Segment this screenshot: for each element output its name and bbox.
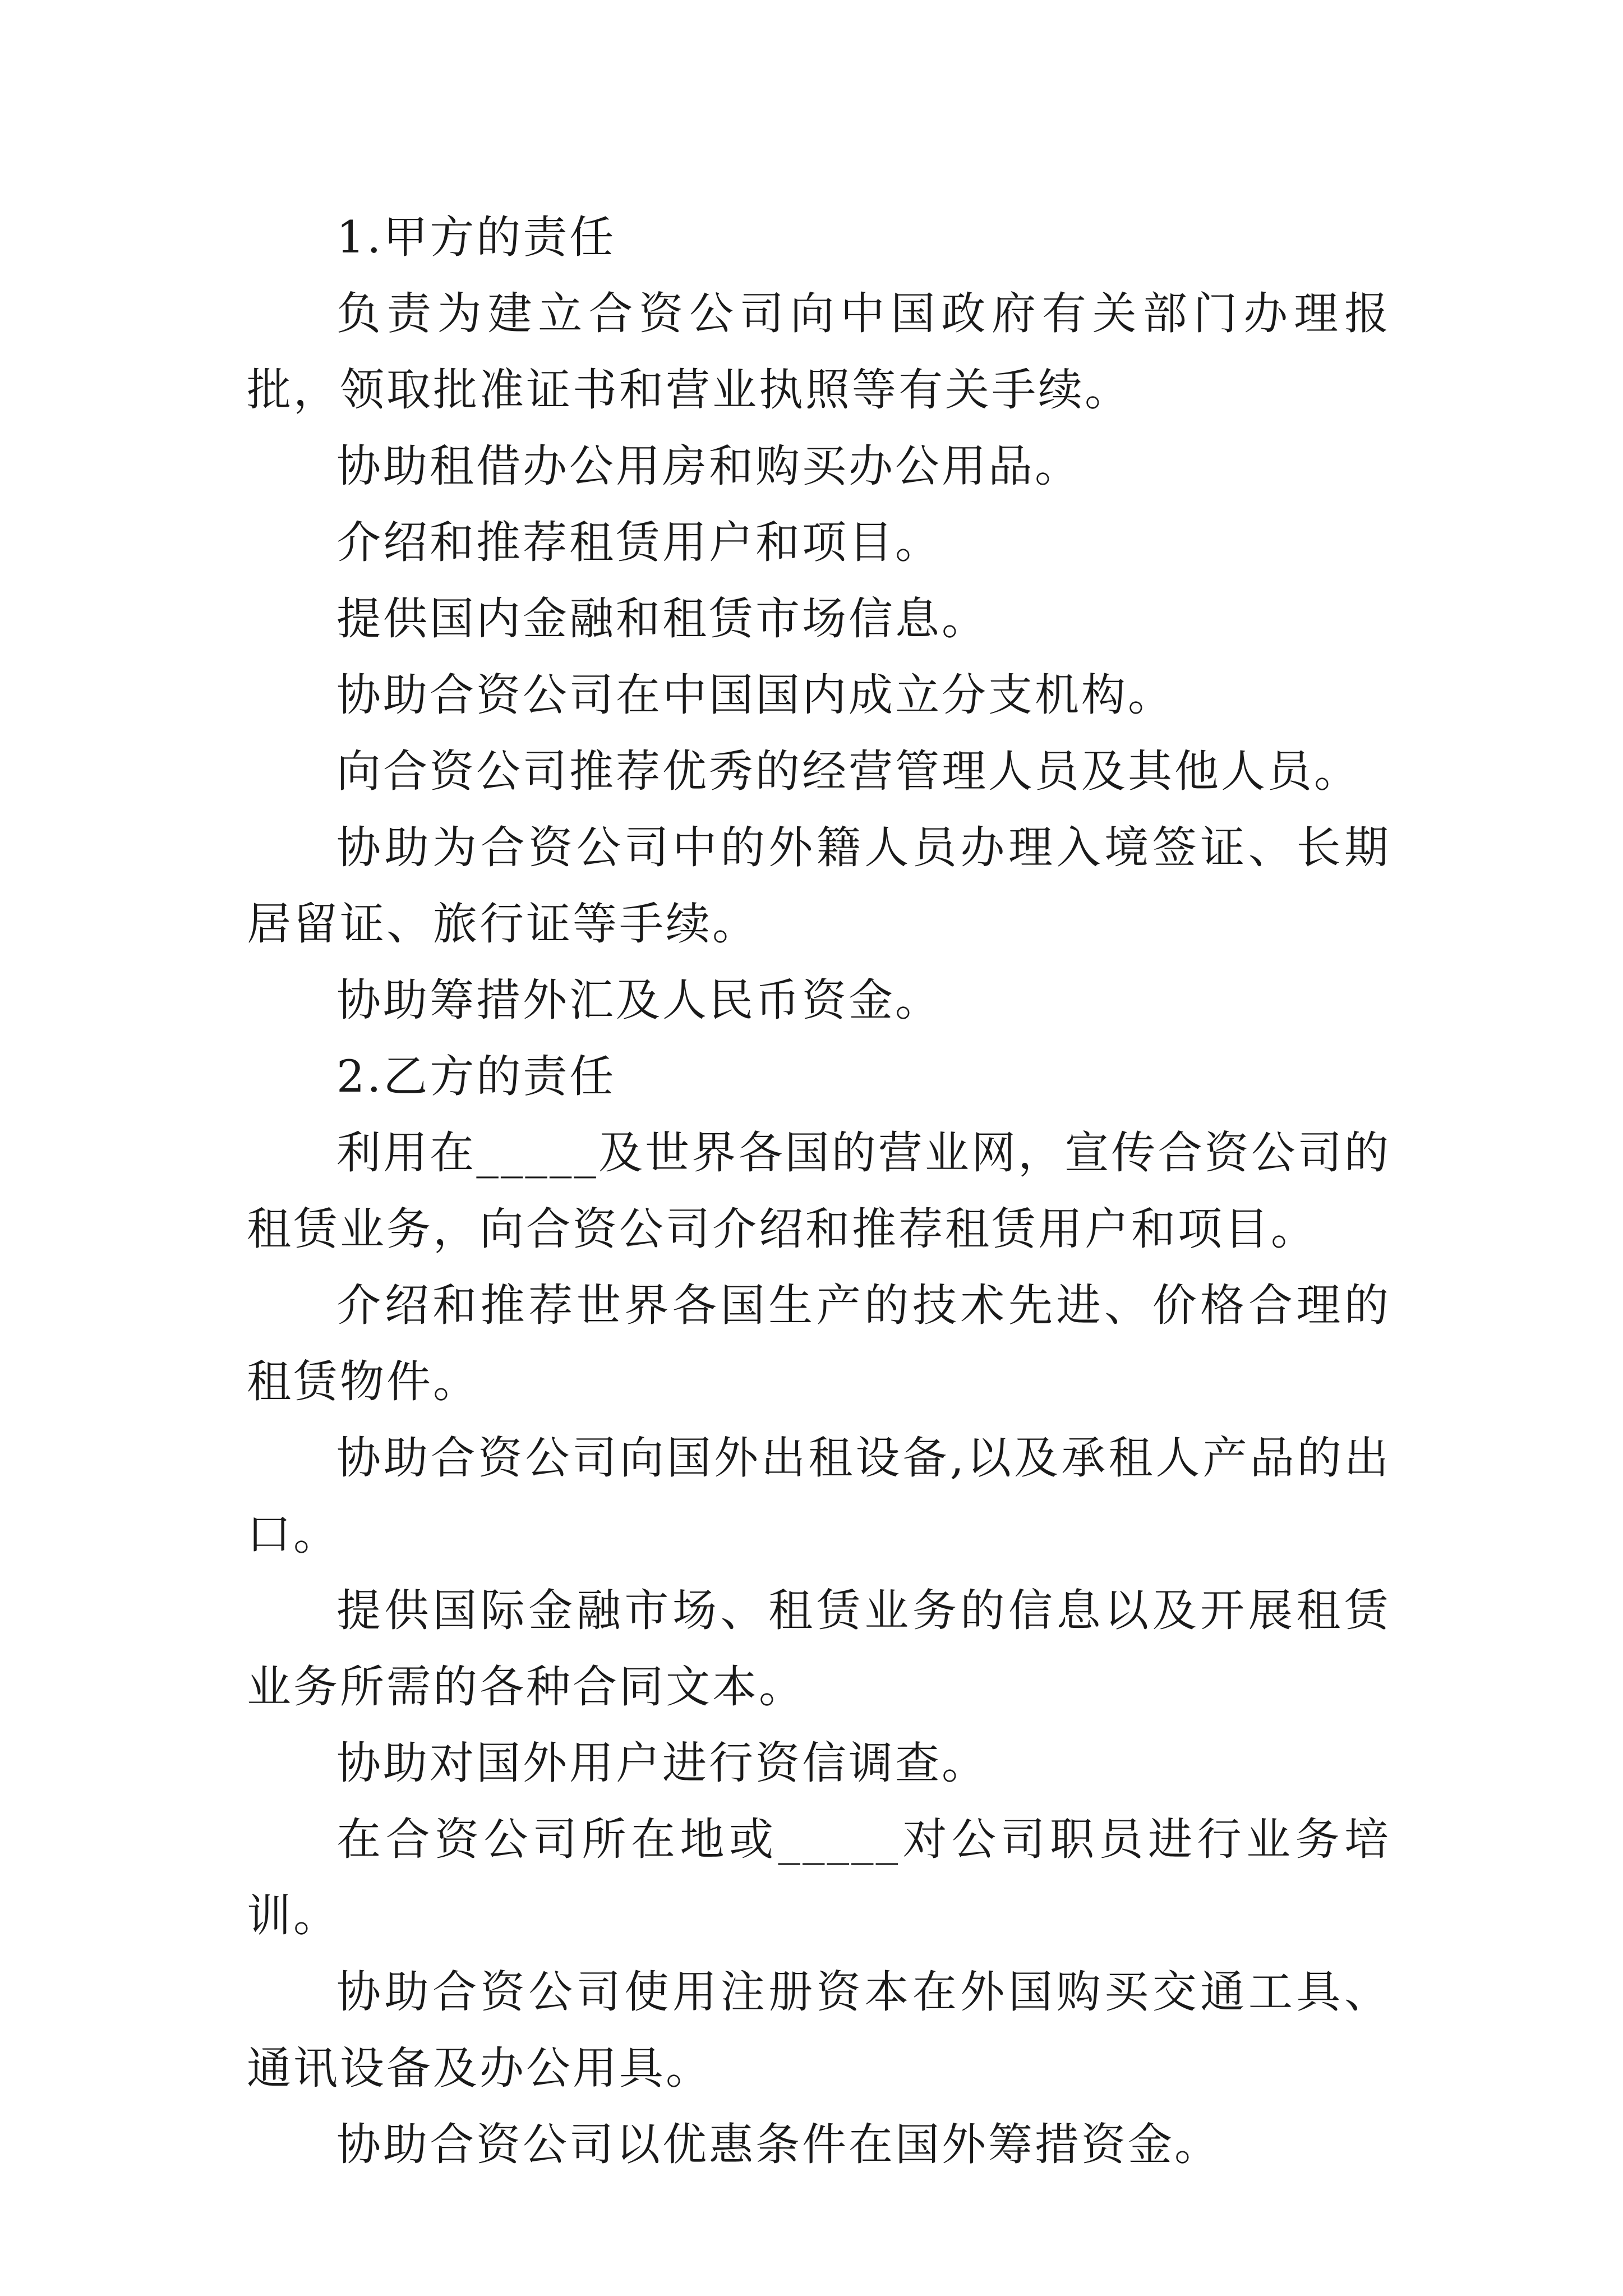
paragraph: 提供国际金融市场、租赁业务的信息以及开展租赁业务所需的各种合同文本。: [247, 1585, 1391, 1713]
paragraph: 协助合资公司向国外出租设备,以及承租人产品的出口。: [247, 1432, 1391, 1560]
paragraph: 在合资公司所在地或_____对公司职员进行业务培训。: [247, 1814, 1391, 1941]
paragraph: 协助合资公司使用注册资本在外国购买交通工具、通讯设备及办公用具。: [247, 1966, 1391, 2094]
section-heading-party-a: 1.甲方的责任: [336, 211, 616, 263]
paragraph: 介绍和推荐世界各国生产的技术先进、价格合理的租赁物件。: [247, 1280, 1391, 1407]
paragraph: 利用在_____及世界各国的营业网，宣传合资公司的租赁业务，向合资公司介绍和推荐租赁用户和项目。: [247, 1127, 1391, 1255]
paragraph: 协助筹措外汇及人民币资金。: [336, 974, 942, 1026]
paragraph: 协助合资公司以优惠条件在国外筹措资金。: [336, 2119, 1221, 2170]
paragraph: 协助为合资公司中的外籍人员办理入境签证、长期居留证、旅行证等手续。: [247, 822, 1391, 950]
paragraph: 向合资公司推荐优秀的经营管理人员及其他人员。: [336, 746, 1361, 797]
paragraph: 协助对国外用户进行资信调查。: [336, 1737, 988, 1789]
paragraph: 协助租借办公用房和购买办公用品。: [336, 440, 1081, 492]
section-heading-party-b: 2.乙方的责任: [336, 1051, 616, 1102]
paragraph: 介绍和推荐租赁用户和项目。: [336, 517, 942, 568]
paragraph: 负责为建立合资公司向中国政府有关部门办理报批，领取批准证书和营业执照等有关手续。: [247, 288, 1391, 416]
paragraph: 协助合资公司在中国国内成立分支机构。: [336, 669, 1174, 721]
paragraph: 提供国内金融和租赁市场信息。: [336, 593, 988, 645]
document-body: [247, 199, 1391, 2183]
